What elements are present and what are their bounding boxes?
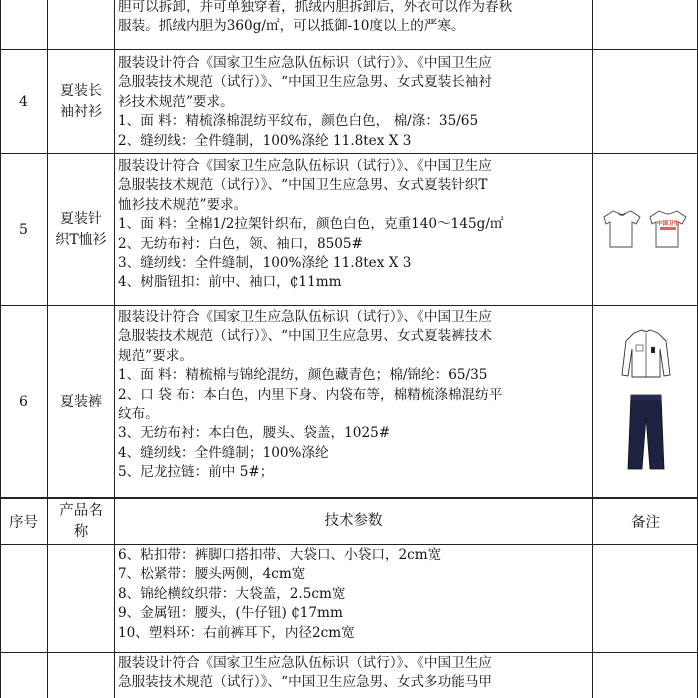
- header-spec: 技术参数: [324, 512, 383, 529]
- spec-cell: [115, 50, 592, 154]
- spec-line: 9、金属钮：腰头，(牛仔钮) ₵17mm: [118, 605, 343, 622]
- grid-line: [0, 497, 698, 499]
- spec-line: 1、面 料：精梳涤棉混纺平纹布，颜色白色， 棉/涤：35/65: [118, 113, 479, 130]
- grid-line: [0, 153, 698, 154]
- spec-line: 2、无纺布衬：白色，领、袖口，8505#: [118, 235, 363, 252]
- spec-line: 3、无纺布衬：本白色，腰头、袋盖，1025#: [118, 425, 391, 442]
- shirt-print-text: 中国卫生: [656, 221, 679, 227]
- spec-line: 7、松紧带：腰头两侧，4cm宽: [118, 566, 306, 583]
- table-header-row: [0, 498, 698, 545]
- spec-line: 10、塑料环：右前裤耳下，内径2cm宽: [118, 624, 355, 641]
- product-name: 夏装裤: [60, 393, 102, 410]
- product-name: 夏装长袖衬衫: [60, 83, 102, 120]
- grid-line: [0, 49, 698, 50]
- spec-line: 3、缝纫线：全件缝制，100%涤纶 11.8tex X 3: [118, 255, 412, 272]
- spec-line: 8、锦纶横纹织带：大袋盖，2.5cm宽: [118, 585, 346, 602]
- header-note: 备注: [631, 515, 660, 531]
- spec-line: 6、粘扣带：裤脚口搭扣带、大袋口、小袋口，2cm宽: [118, 547, 442, 563]
- table-row-7: [0, 653, 698, 698]
- uniform-illustration: [616, 327, 676, 477]
- spec-line: 1、面 料：精梳棉与锦纶混纺，颜色藏青色；棉/锦纶：65/35: [118, 367, 488, 384]
- table-row-continued: [0, 0, 698, 50]
- spec-line: 急服装技术规范（试行）》、“中国卫生应急男、女式夏装裤技术: [118, 328, 492, 345]
- grid-line: [47, 0, 48, 698]
- spec-line: 急服装技术规范（试行）》、“中国卫生应急男、女式多功能马甲: [118, 674, 492, 691]
- grid-line: [592, 0, 593, 698]
- spec-line: 服装。抓绒内胆为360g/㎡，可以抵御-10度以上的严寒。: [118, 18, 465, 35]
- spec-line: 服装设计符合《国家卫生应急队伍标识（试行）》、《中国卫生应: [118, 158, 492, 174]
- grid-line: [0, 652, 698, 653]
- table-row-5: [0, 154, 698, 306]
- spec-cell: [115, 0, 592, 50]
- tshirt-illustration: [596, 205, 696, 255]
- spec-line: 1、面 料：全棉1/2拉架针织布，颜色白色，克重140～145g/㎡: [118, 216, 504, 233]
- note-cell: [593, 306, 698, 498]
- row-number: 5: [19, 222, 28, 238]
- spec-line: 规范”要求。: [118, 347, 193, 364]
- grid-line: [0, 544, 698, 545]
- spec-line: 4、缝纫线：全件缝制；100%涤纶: [118, 444, 329, 461]
- spec-cell: [115, 545, 592, 653]
- row-number: 4: [19, 94, 28, 110]
- spec-line: 服装设计符合《国家卫生应急队伍标识（试行）》、《中国卫生应: [118, 309, 492, 325]
- spec-line: 2、缝纫线：全件缝制，100%涤纶 11.8tex X 3: [118, 132, 412, 149]
- spec-line: 衫技术规范”要求。: [118, 93, 234, 110]
- table-row-6: [0, 306, 698, 498]
- grid-line: [0, 305, 698, 306]
- spec-cell: [115, 653, 592, 698]
- note-cell: [593, 154, 698, 306]
- spec-line: 5、尼龙拉链：前中 5#；: [118, 464, 274, 481]
- spec-line: 急服装技术规范（试行）》、“中国卫生应急男、女式夏装长袖衬: [118, 74, 492, 91]
- spec-line: 2、口 袋 布：本白色，内里下身、内袋布等，棉精梳涤棉混纺平: [118, 386, 503, 403]
- spec-line: 服装设计符合《国家卫生应急队伍标识（试行）》、《中国卫生应: [118, 655, 492, 671]
- header-product-name: 产品名称: [59, 502, 103, 540]
- spec-line: 服装设计符合《国家卫生应急队伍标识（试行）》、《中国卫生应: [118, 55, 492, 71]
- spec-cell: [115, 154, 592, 306]
- spec-line: 急服装技术规范（试行）》、“中国卫生应急男、女式夏装针织T: [118, 177, 488, 194]
- grid-line: [114, 0, 115, 698]
- product-name: 夏装针织T恤衫: [55, 211, 107, 248]
- table-row-4: [0, 50, 698, 154]
- spec-line: 纹布。: [118, 406, 159, 423]
- row-number: 6: [19, 394, 28, 410]
- spec-line: 恤衫技术规范”要求。: [118, 196, 248, 213]
- spec-line: 4、树脂钮扣：前中、袖口，₵11mm: [118, 274, 342, 291]
- spec-cell: [115, 306, 592, 498]
- header-no: 序号: [9, 515, 38, 531]
- table-row-6-continued: [0, 545, 698, 653]
- grid-line: [0, 0, 1, 698]
- spec-line: 胆可以拆卸，并可单独穿着，抓绒内胆拆卸后，外衣可以作为春秋: [118, 0, 513, 15]
